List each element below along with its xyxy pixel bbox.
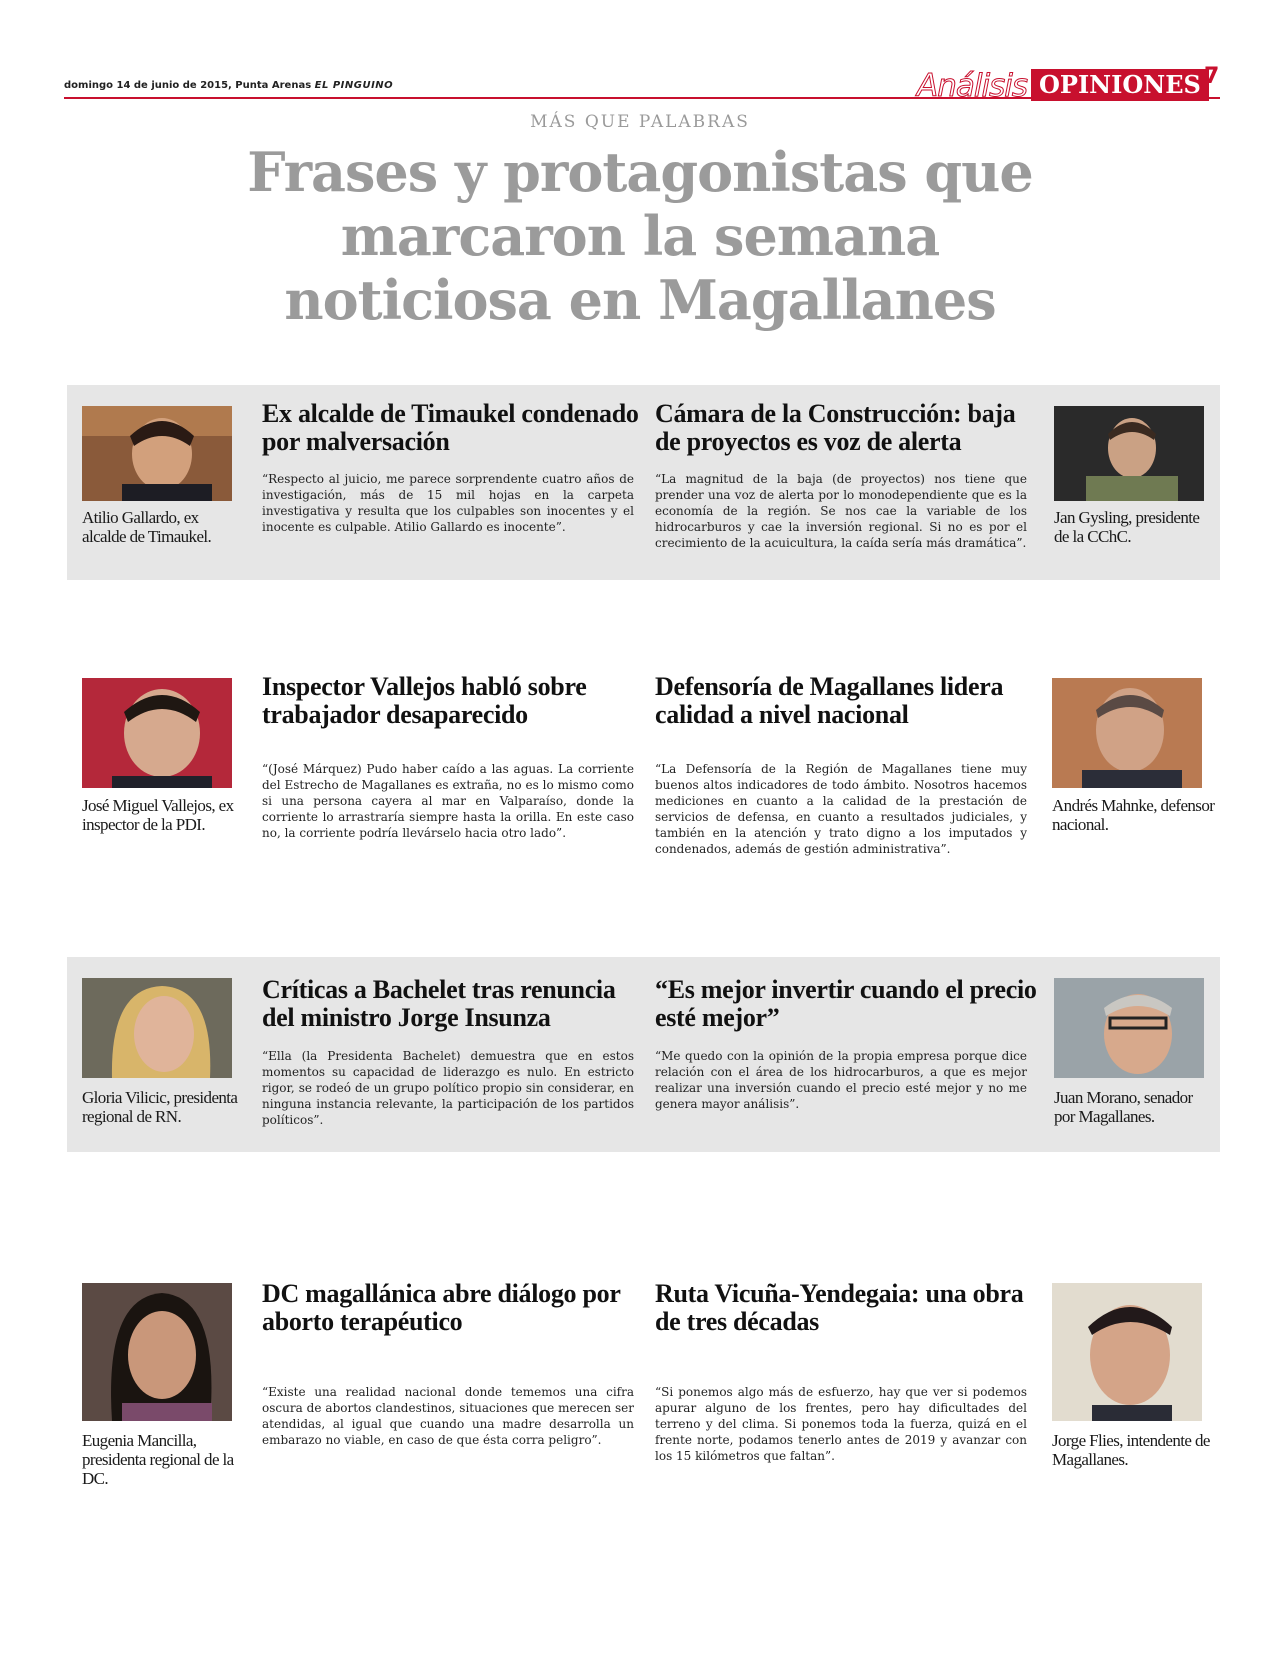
story-title: Ruta Vicuña-Yendegaia: una obra de tres décadas: [655, 1279, 1024, 1336]
caption-gallardo: Atilio Gallardo, ex alcalde de Timaukel.: [82, 508, 212, 546]
caption-vallejos: José Miguel Vallejos, ex inspector de la PDI.: [82, 796, 234, 834]
portrait-photo: [1052, 1283, 1202, 1421]
caption-mancilla: Eugenia Mancilla, presidenta regional de la DC.: [82, 1431, 234, 1488]
story-title: Defensoría de Magallanes lidera calidad a nivel nacional: [655, 672, 1004, 729]
portrait-photo: [1054, 978, 1204, 1078]
portrait-photo: [82, 406, 232, 501]
portrait-photo: [82, 978, 232, 1078]
story-title: Cámara de la Construcción: baja de proyectos es voz de alerta: [655, 399, 1016, 456]
section-tag: [917, 67, 1209, 104]
story-quote: “Ella (la Presidenta Bachelet) demuestra que en estos momentos su capacidad de liderazgo es nulo. En estricto rigor, se rodeó de un grupo político propio sin considerar, en ninguna instancia relevante, la participación de los partidos políticos”.: [262, 1049, 634, 1127]
story-quote: “Existe una realidad nacional donde tememos una cifra oscura de abortos clandestinos, situaciones que merecen ser atendidas, al igual que cuando una madre desarrolla un embarazo no viable, en caso de que ésta corra peligro”.: [262, 1385, 634, 1447]
story-quote: “Si ponemos algo más de esfuerzo, hay que ver si podemos apurar alguno de los frentes, pero hay dificultades del terreno y del clima. Si ponemos toda la fuerza, quizá en el frente norte, podamos tenerlo antes de 2019 y avanzar con los 15 kilómetros que faltan”.: [655, 1385, 1027, 1463]
portrait-photo: [82, 1283, 232, 1421]
caption-flies: Jorge Flies, intendente de Magallanes.: [1052, 1431, 1210, 1469]
story-quote: “Me quedo con la opinión de la propia empresa porque dice relación con el área de los hidrocarburos, a que es mejor realizar una inversión cuando el precio esté mejor y no me genera mayor análisis”.: [655, 1049, 1027, 1111]
kicker: MÁS QUE PALABRAS: [530, 112, 750, 132]
portrait-photo: [82, 678, 232, 788]
story-quote: “Respecto al juicio, me parece sorprendente cuatro años de investigación, más de 15 mil hojas en la carpeta investigativa y resulta que los culpables son inocentes y el inocente es culpable. Atilio Gallardo es inocente”.: [262, 472, 634, 534]
masthead-date-line: [64, 80, 393, 91]
page-number: 7: [1204, 64, 1220, 89]
paper-name: EL PINGUINO: [314, 80, 394, 91]
story-quote: “La magnitud de la baja (de proyectos) nos tiene que prender una voz de alerta por lo monodependiente que es la economía de la región. Se nos cae la variable de los hidrocarburos y cae la inversión regional. Si no es por el crecimiento de la acuicultura, la caída sería más dramática”.: [655, 472, 1027, 550]
caption-morano: Juan Morano, senador por Magallanes.: [1054, 1088, 1193, 1126]
story-quote: “La Defensoría de la Región de Magallanes tiene muy buenos altos indicadores de todo ámbito. Nosotros hacemos mediciones en cuanto a la calidad de la prestación de servicios de defensa, en cuanto a resultados judiciales, y también en la atención y trato digno a los imputados y condenados, además de gestión administrativa”.: [655, 762, 1027, 856]
portrait-photo: [1052, 678, 1202, 788]
story-title: Críticas a Bachelet tras renuncia del ministro Jorge Insunza: [262, 975, 616, 1032]
story-title: Ex alcalde de Timaukel condenado por malversación: [262, 399, 639, 456]
story-title: DC magallánica abre diálogo por aborto terapéutico: [262, 1279, 621, 1336]
page-headline: Frases y protagonistas que marcaron la semana noticiosa en Magallanes: [247, 140, 1033, 332]
story-quote: “(José Márquez) Pudo haber caído a las aguas. La corriente del Estrecho de Magallanes es extraña, no es lo mismo como si una persona cayera al mar en Valparaíso, donde la corriente lo arrastraría siempre hasta la orilla. En este caso no, la corriente podría llevárselo hacia otro lado”.: [262, 762, 634, 840]
caption-gysling: Jan Gysling, presidente de la CChC.: [1054, 508, 1200, 546]
date-line: domingo 14 de junio de 2015, Punta Arenas: [64, 80, 312, 91]
caption-mahnke: Andrés Mahnke, defensor nacional.: [1052, 796, 1215, 834]
caption-vilicic: Gloria Vilicic, presidenta regional de RN.: [82, 1088, 238, 1126]
section-opiniones: OPINIONES: [1031, 69, 1209, 101]
story-title: “Es mejor invertir cuando el precio esté mejor”: [655, 975, 1037, 1032]
section-analisis: Análisis: [917, 68, 1027, 104]
story-title: Inspector Vallejos habló sobre trabajador desaparecido: [262, 672, 587, 729]
portrait-photo: [1054, 406, 1204, 501]
